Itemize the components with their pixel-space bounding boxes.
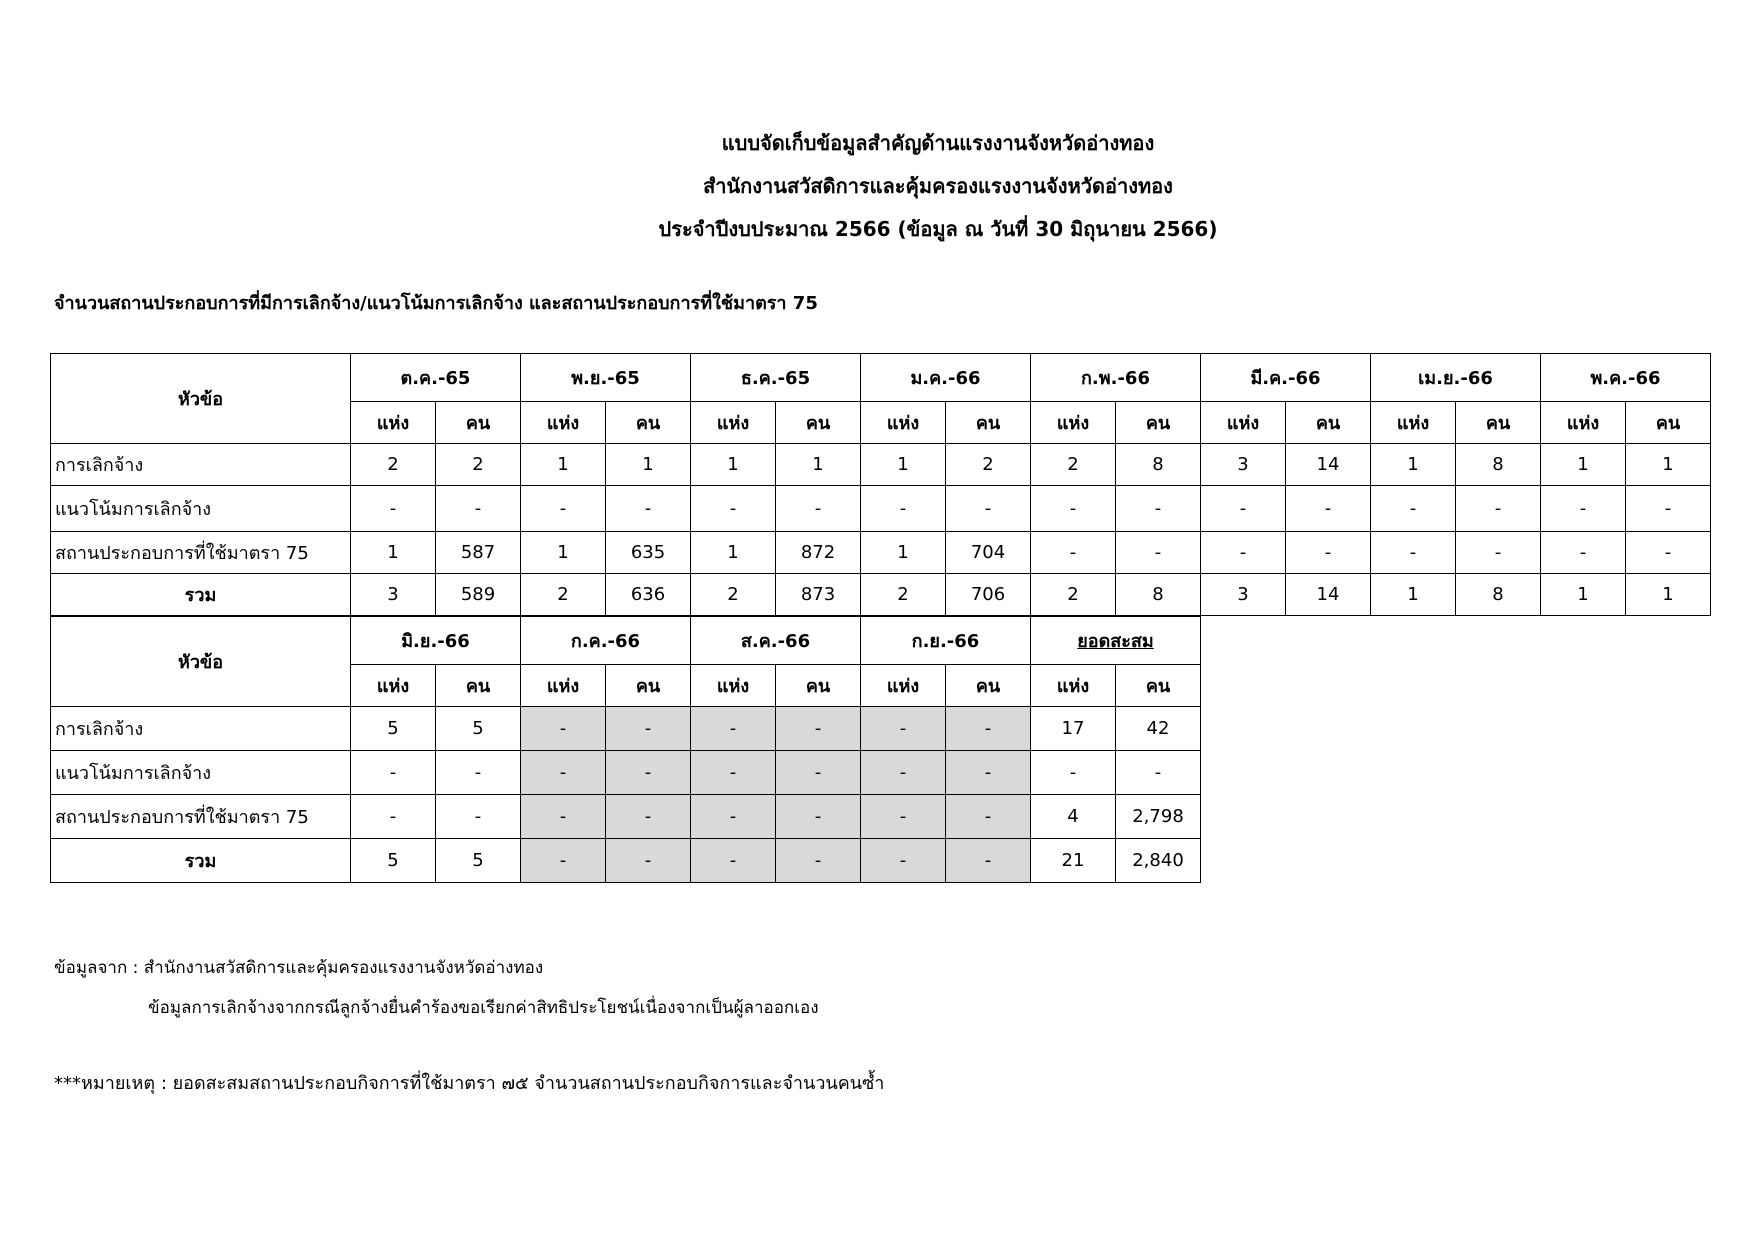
cell: - — [521, 707, 606, 751]
row-label: แนวโน้มการเลิกจ้าง — [51, 751, 351, 795]
cell: 2 — [521, 574, 606, 616]
cell: 8 — [1456, 574, 1541, 616]
unit-header: แห่ง — [861, 665, 946, 707]
unit-header: คน — [1286, 402, 1371, 444]
topic-header: หัวข้อ — [51, 354, 351, 444]
cell: 1 — [521, 444, 606, 486]
data-table-oct-may — [50, 353, 1711, 616]
unit-header: คน — [776, 665, 861, 707]
total-row — [51, 839, 1201, 883]
cell: 635 — [606, 532, 691, 574]
unit-header: คน — [1626, 402, 1711, 444]
cell: - — [1626, 486, 1711, 532]
cell: - — [1031, 486, 1116, 532]
cell: 8 — [1116, 444, 1201, 486]
row-label: แนวโน้มการเลิกจ้าง — [51, 486, 351, 532]
unit-header: คน — [436, 665, 521, 707]
title-line-1: แบบจัดเก็บข้อมูลสำคัญด้านแรงงานจังหวัดอ่างทอง — [721, 131, 1155, 155]
month-header: ม.ค.-66 — [861, 354, 1031, 402]
cell: 2 — [1031, 574, 1116, 616]
cell: 1 — [1541, 444, 1626, 486]
cell: 1 — [521, 532, 606, 574]
cell: 1 — [1541, 574, 1626, 616]
cell: - — [946, 751, 1031, 795]
cell: 636 — [606, 574, 691, 616]
cell: - — [776, 707, 861, 751]
cell: 587 — [436, 532, 521, 574]
total-label: รวม — [51, 839, 351, 883]
cell: 2 — [351, 444, 436, 486]
cell: - — [1541, 532, 1626, 574]
month-header: มี.ค.-66 — [1201, 354, 1371, 402]
unit-header: แห่ง — [1541, 402, 1626, 444]
cell: - — [606, 839, 691, 883]
cell: 5 — [351, 707, 436, 751]
cell: - — [1031, 532, 1116, 574]
month-header: ต.ค.-65 — [351, 354, 521, 402]
title-line-3: ประจำปีงบประมาณ 2566 (ข้อมูล ณ วันที่ 30 มิถุนายน 2566) — [658, 217, 1218, 241]
cell: 5 — [436, 839, 521, 883]
cell: 1 — [691, 444, 776, 486]
title-line-2: สำนักงานสวัสดิการและคุ้มครองแรงงานจังหวัดอ่างทอง — [703, 174, 1173, 198]
cell: - — [1456, 486, 1541, 532]
cell: - — [691, 795, 776, 839]
month-header: มิ.ย.-66 — [351, 617, 521, 665]
cell: - — [1201, 532, 1286, 574]
cell: - — [691, 839, 776, 883]
cell: 2 — [436, 444, 521, 486]
cell: - — [351, 751, 436, 795]
unit-header: คน — [606, 402, 691, 444]
month-header-row — [51, 617, 1201, 665]
cell: 3 — [1201, 444, 1286, 486]
unit-header: คน — [436, 402, 521, 444]
unit-header: แห่ง — [521, 665, 606, 707]
table-row — [51, 532, 1711, 574]
cell: - — [946, 486, 1031, 532]
table-row — [51, 444, 1711, 486]
unit-header: คน — [606, 665, 691, 707]
cell: - — [776, 751, 861, 795]
unit-header: แห่ง — [351, 665, 436, 707]
cell: 4 — [1031, 795, 1116, 839]
cell: - — [521, 839, 606, 883]
cell: 2,840 — [1116, 839, 1201, 883]
unit-header: คน — [1116, 665, 1201, 707]
unit-header: แห่ง — [1031, 402, 1116, 444]
unit-header: แห่ง — [691, 665, 776, 707]
unit-header: แห่ง — [1201, 402, 1286, 444]
row-label: สถานประกอบการที่ใช้มาตรา 75 — [51, 532, 351, 574]
cell: - — [1541, 486, 1626, 532]
total-label: รวม — [51, 574, 351, 616]
cell: 1 — [691, 532, 776, 574]
cell: - — [606, 707, 691, 751]
cell: - — [691, 486, 776, 532]
remark-note: ***หมายเหตุ : ยอดสะสมสถานประกอบกิจการที่ใช้มาตรา ๗๕ จำนวนสถานประกอบกิจการและจำนวนคนซ้ำ — [54, 1073, 885, 1094]
cell: - — [521, 751, 606, 795]
cell: - — [861, 839, 946, 883]
month-header: พ.ย.-65 — [521, 354, 691, 402]
table-row — [51, 795, 1201, 839]
topic-header: หัวข้อ — [51, 617, 351, 707]
cell: 1 — [1371, 574, 1456, 616]
cell: 21 — [1031, 839, 1116, 883]
cell: - — [521, 795, 606, 839]
cell: 1 — [1626, 574, 1711, 616]
cell: 5 — [436, 707, 521, 751]
cell: 14 — [1286, 574, 1371, 616]
cell: 5 — [351, 839, 436, 883]
cell: 42 — [1116, 707, 1201, 751]
cell: - — [606, 751, 691, 795]
cell: - — [1456, 532, 1541, 574]
cell: 1 — [1371, 444, 1456, 486]
cell: - — [521, 486, 606, 532]
cell: - — [1031, 751, 1116, 795]
cell: - — [1201, 486, 1286, 532]
row-label: การเลิกจ้าง — [51, 444, 351, 486]
month-header: ก.พ.-66 — [1031, 354, 1201, 402]
cell: 2 — [946, 444, 1031, 486]
cell: - — [436, 795, 521, 839]
cell: - — [946, 707, 1031, 751]
source-note: ข้อมูลจาก : สำนักงานสวัสดิการและคุ้มครองแรงงานจังหวัดอ่างทอง — [54, 958, 544, 978]
cell: - — [1626, 532, 1711, 574]
month-header: พ.ค.-66 — [1541, 354, 1711, 402]
total-row — [51, 574, 1711, 616]
row-label: สถานประกอบการที่ใช้มาตรา 75 — [51, 795, 351, 839]
cell: 2,798 — [1116, 795, 1201, 839]
cell: 14 — [1286, 444, 1371, 486]
cell: - — [1286, 486, 1371, 532]
table-row — [51, 486, 1711, 532]
table-row — [51, 751, 1201, 795]
row-label: การเลิกจ้าง — [51, 707, 351, 751]
cell: - — [1286, 532, 1371, 574]
unit-header: แห่ง — [351, 402, 436, 444]
unit-header: แห่ง — [1371, 402, 1456, 444]
table-row — [51, 707, 1201, 751]
unit-header: คน — [776, 402, 861, 444]
cell: - — [1371, 486, 1456, 532]
cell: 2 — [861, 574, 946, 616]
month-header: ก.ย.-66 — [861, 617, 1031, 665]
cell: - — [861, 751, 946, 795]
cell: 1 — [776, 444, 861, 486]
cell: 1 — [861, 444, 946, 486]
cell: - — [606, 795, 691, 839]
month-header: ส.ค.-66 — [691, 617, 861, 665]
cell: - — [1116, 486, 1201, 532]
cell: 1 — [1626, 444, 1711, 486]
cell: - — [691, 707, 776, 751]
unit-header: คน — [1456, 402, 1541, 444]
unit-header: คน — [1116, 402, 1201, 444]
cell: - — [436, 486, 521, 532]
document-title — [0, 122, 1754, 251]
cell: 706 — [946, 574, 1031, 616]
cell: - — [861, 795, 946, 839]
cell: - — [946, 839, 1031, 883]
cell: - — [776, 486, 861, 532]
cell: 3 — [1201, 574, 1286, 616]
cell: - — [946, 795, 1031, 839]
cell: - — [861, 707, 946, 751]
cell: - — [1116, 532, 1201, 574]
unit-header: คน — [946, 665, 1031, 707]
table-caption: จำนวนสถานประกอบการที่มีการเลิกจ้าง/แนวโน้มการเลิกจ้าง และสถานประกอบการที่ใช้มาตรา 75 — [54, 293, 818, 314]
cell: 8 — [1116, 574, 1201, 616]
unit-header: แห่ง — [691, 402, 776, 444]
source-detail-note: ข้อมูลการเลิกจ้างจากกรณีลูกจ้างยื่นคำร้องขอเรียกค่าสิทธิประโยชน์เนื่องจากเป็นผู้ลาออกเอง — [148, 998, 819, 1018]
cell: - — [436, 751, 521, 795]
cell: - — [351, 795, 436, 839]
month-header: เม.ย.-66 — [1371, 354, 1541, 402]
month-header: ก.ค.-66 — [521, 617, 691, 665]
unit-header: คน — [946, 402, 1031, 444]
unit-header: แห่ง — [861, 402, 946, 444]
cell: 589 — [436, 574, 521, 616]
cell: 2 — [691, 574, 776, 616]
cell: - — [1371, 532, 1456, 574]
cell: 8 — [1456, 444, 1541, 486]
data-table-jun-sep — [50, 616, 1201, 883]
cell: - — [351, 486, 436, 532]
cell: 1 — [606, 444, 691, 486]
cell: 3 — [351, 574, 436, 616]
cell: 872 — [776, 532, 861, 574]
cell: - — [776, 839, 861, 883]
cumulative-header: ยอดสะสม — [1031, 617, 1201, 665]
month-header: ธ.ค.-65 — [691, 354, 861, 402]
cell: - — [861, 486, 946, 532]
cell: 1 — [351, 532, 436, 574]
unit-header: แห่ง — [521, 402, 606, 444]
cell: - — [691, 751, 776, 795]
month-header-row — [51, 354, 1711, 402]
cell: - — [1116, 751, 1201, 795]
cell: - — [776, 795, 861, 839]
cell: 2 — [1031, 444, 1116, 486]
cell: - — [606, 486, 691, 532]
cell: 704 — [946, 532, 1031, 574]
unit-header: แห่ง — [1031, 665, 1116, 707]
cell: 1 — [861, 532, 946, 574]
cell: 17 — [1031, 707, 1116, 751]
cell: 873 — [776, 574, 861, 616]
